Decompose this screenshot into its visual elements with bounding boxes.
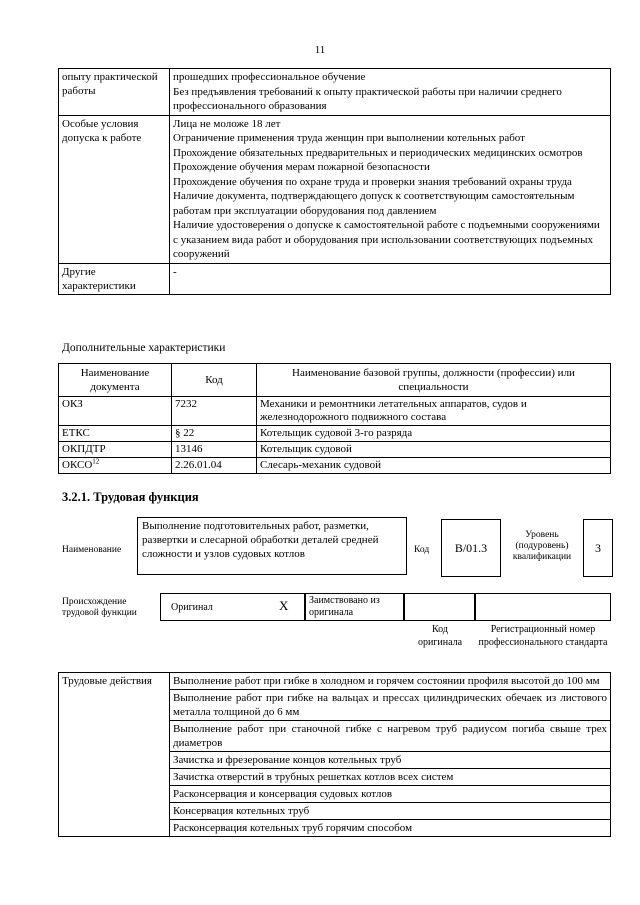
reg-number-caption: Регистрационный номер профессионального стандарта: [478, 624, 608, 648]
name-cell: Котельщик судовой: [257, 442, 611, 458]
origin-label: Происхождение трудовой функции: [62, 597, 137, 618]
row-values: [170, 115, 611, 263]
name-cell: Механики и ремонтники летательных аппаратов, судов и железнодорожного подвижного состава: [257, 397, 611, 426]
requirement-line: прошедших профессиональное обучение: [173, 71, 366, 83]
requirement-line: Наличие документа, подтверждающего допуск к соответствующим самостоятельным работам при эксплуатации оборудования под давлением: [173, 190, 575, 217]
action-item: Расконсервация и консервация судовых котлов: [170, 786, 611, 803]
original-label: Оригинал: [171, 602, 213, 613]
table-row: [59, 263, 611, 294]
document-cell: [59, 397, 172, 426]
document-cell: [59, 442, 172, 458]
code-label: Код: [414, 545, 430, 555]
action-item: Выполнение работ при станочной гибке с нагревом труб радиусом погиба свыше трех диаметров: [170, 721, 611, 752]
requirements-table: [58, 68, 611, 295]
code-cell: 13146: [172, 442, 257, 458]
table-row: [59, 397, 611, 426]
requirement-line: Прохождение обучения по охране труда и проверки знания требований охраны труда: [173, 175, 572, 188]
table-row: [59, 69, 611, 116]
page-number: 11: [314, 44, 326, 56]
original-mark: X: [279, 598, 289, 613]
row-values: [170, 69, 611, 116]
name-label: Наименование: [62, 545, 122, 555]
code-original-box: [404, 593, 475, 621]
level-value-box: 3: [583, 519, 613, 577]
code-value-box: B/01.3: [441, 519, 501, 577]
action-item: Расконсервация котельных труб горячим способом: [170, 820, 611, 837]
document-name: ОКПДТР: [62, 443, 106, 455]
header-code: Код: [172, 364, 257, 397]
header-document: Наименование документа: [59, 364, 172, 397]
code-original-caption: Код оригинала: [417, 624, 463, 648]
requirement-line: Наличие удостоверения о допуске к самостоятельной работе с подъемными сооружениями с указанием вида работ и оборудования при использовании соответствующих подъемных сооружений: [173, 219, 600, 260]
table-row: [59, 458, 611, 474]
action-item: Выполнение работ при гибке в холодном и горячем состоянии профиля высотой до 100 мм: [170, 673, 611, 690]
action-item: Консервация котельных труб: [170, 803, 611, 820]
action-item: Зачистка и фрезерование концов котельных труб: [170, 752, 611, 769]
document-name: ЕТКС: [62, 427, 90, 439]
requirement-line: Лица не моложе 18 лет: [173, 117, 281, 130]
reg-number-box: [475, 593, 611, 621]
requirement-line: Прохождение обязательных предварительных и периодических медицинских осмотров: [173, 146, 583, 159]
code-cell: 2.26.01.04: [172, 458, 257, 474]
row-values: [170, 263, 611, 294]
table-row: [59, 442, 611, 458]
row-label: Особые условия допуска к работе: [59, 115, 170, 263]
table-header-row: [59, 364, 611, 397]
document-name: ОКСО: [62, 459, 93, 471]
document-cell: [59, 426, 172, 442]
footnote-ref: 12: [92, 457, 100, 466]
header-name: Наименование базовой группы, должности (профессии) или специальности: [257, 364, 611, 397]
borrowed-box: Заимствовано из оригинала: [305, 593, 404, 621]
requirement-line: Без предъявления требований к опыту практической работы при наличии среднего профессионального образования: [173, 85, 562, 112]
labor-actions-table: [58, 672, 611, 837]
actions-label: Трудовые действия: [59, 673, 170, 837]
table-row: [59, 673, 611, 690]
requirement-line: Прохождение обучения мерам пожарной безопасности: [173, 161, 430, 173]
code-cell: 7232: [172, 397, 257, 426]
additional-characteristics-table: [58, 363, 611, 474]
name-cell: Котельщик судовой 3-го разряда: [257, 426, 611, 442]
additional-characteristics-title: Дополнительные характеристики: [62, 342, 226, 354]
row-label: опыту практической работы: [59, 69, 170, 116]
table-row: [59, 426, 611, 442]
action-item: Выполнение работ при гибке на вальцах и прессах цилиндрических обечаек из листового металла толщиной до 6 мм: [170, 690, 611, 721]
table-row: [59, 115, 611, 263]
name-cell: Слесарь-механик судовой: [257, 458, 611, 474]
section-title: 3.2.1. Трудовая функция: [62, 490, 199, 504]
function-name-box: Выполнение подготовительных работ, разметки, развертки и слесарной обработки деталей средней сложности и узлов судовых котлов: [137, 517, 407, 575]
document-cell: [59, 458, 172, 474]
original-box: [160, 593, 305, 621]
row-label: Другие характеристики: [59, 263, 170, 294]
action-item: Зачистка отверстий в трубных решетках котлов всех систем: [170, 769, 611, 786]
code-cell: § 22: [172, 426, 257, 442]
requirement-line: -: [173, 265, 177, 278]
document-name: ОКЗ: [62, 398, 83, 410]
level-label: Уровень (подуровень) квалификации: [512, 530, 572, 562]
requirement-line: Ограничение применения труда женщин при выполнении котельных работ: [173, 132, 525, 144]
